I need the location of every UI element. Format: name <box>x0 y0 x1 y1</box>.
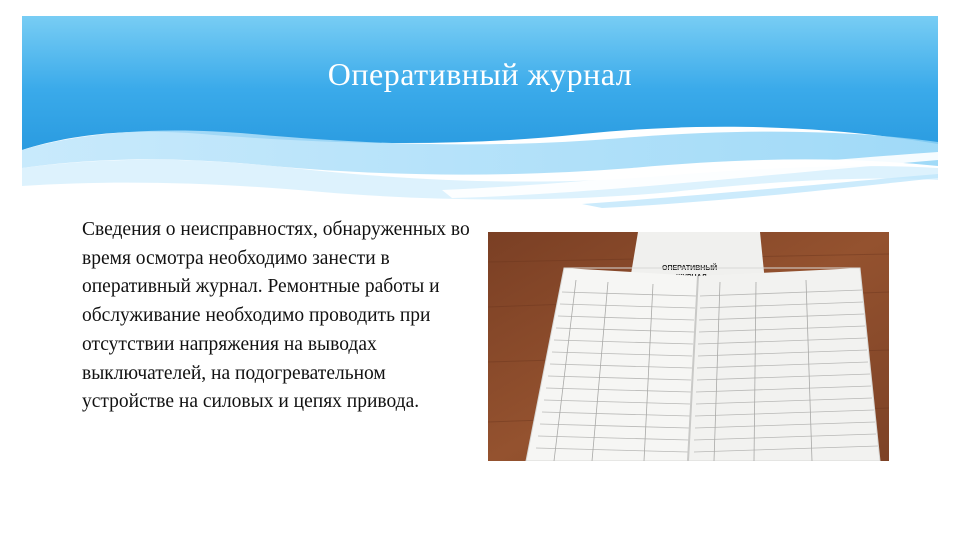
wave-banner-graphic <box>22 16 938 216</box>
body-paragraph: Сведения о неисправностях, обнаруженных во время осмотра необходимо занести в оперативный журнал. Ремонтные работы и обслуживание необходимо проводить при отсутствии напряжения на выводах выключателей, на подогревательном устройстве на силовых и цепях привода. <box>82 219 470 413</box>
slide-title: Оперативный журнал <box>327 56 633 92</box>
open-journal-image <box>488 232 889 461</box>
header-wave-banner <box>22 16 938 216</box>
cover-title-line1: ОПЕРАТИВНЫЙ <box>662 265 718 272</box>
journal-photo <box>488 232 889 461</box>
